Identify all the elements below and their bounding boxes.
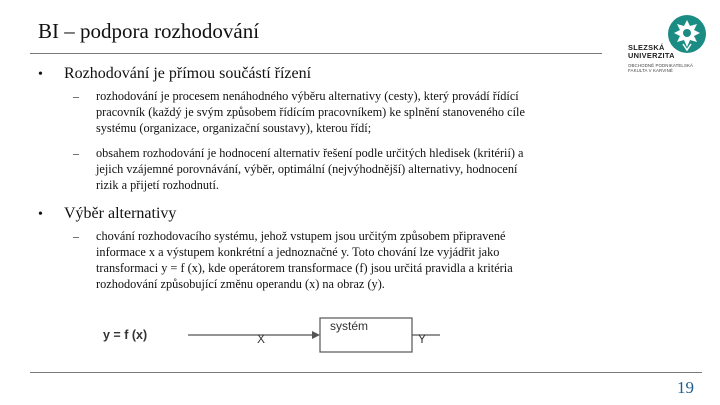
text-line: rozhodování je procesem nenáhodného výběru alternativy (cesty), který provádí řídící: [96, 89, 519, 103]
text-line: pracovník (každý je svým způsobem řídícím pracovníkem) ke splnění stanoveného cíle: [96, 105, 525, 120]
university-logo: [620, 14, 712, 82]
bullet-marker: •: [38, 207, 43, 222]
text-line: rozhodování způsobující změnu operandu (x) na obraz (y).: [96, 277, 385, 292]
footer-divider: [30, 372, 702, 373]
faculty-name: [628, 63, 698, 74]
sub-bullet-content: [96, 145, 656, 193]
bullet-text: Výběr alternativy: [64, 205, 177, 222]
system-diagram: [100, 312, 440, 362]
university-name: [628, 44, 675, 60]
bullet-vyber-alternativy: [38, 204, 176, 225]
slide-title: BI – podpora rozhodování: [38, 19, 260, 43]
output-label: Y: [418, 332, 427, 346]
title-divider: [30, 53, 602, 54]
text-line: informace x a výstupem konkrétní a jednoznačné y. Toto chování lze vyjádřit jako: [96, 245, 500, 260]
text-line: rizik a přijetí rozhodnutí.: [96, 178, 219, 193]
bullet-rozhodovani: [38, 64, 311, 85]
input-arrow-head: [312, 331, 320, 339]
bullet-marker: •: [38, 67, 43, 82]
sub-bullet-marker: –: [73, 89, 79, 103]
system-box-label: systém: [330, 319, 369, 333]
bullet-text: Rozhodování je přímou součástí řízení: [64, 65, 312, 82]
text-line: chování rozhodovacího systému, jehož vstupem jsou určitým způsobem připravené: [96, 229, 506, 243]
input-label: X: [257, 332, 266, 346]
page-number: 19: [677, 378, 694, 397]
faculty-name-line1: OBCHODNĚ PODNIKATELSKÁ: [628, 63, 694, 68]
text-line: transformaci y = f (x), kde operátorem transformace (f) jsou určitá pravidla a kritéria: [96, 261, 513, 276]
system-diagram-graphic: [100, 312, 440, 362]
text-line: jejich vzájemné porovnávání, výběr, optimální (nejvýhodnější) alternativy, hodnocení: [96, 162, 518, 177]
sub-bullet-process: [96, 88, 656, 136]
formula-label: y = f (x): [103, 328, 148, 342]
text-line: systému (organizace, organizační soustavy), kterou řídí;: [96, 121, 372, 136]
university-name-line1: SLEZSKÁ: [628, 43, 665, 52]
university-name-line2: UNIVERZITA: [628, 51, 675, 60]
sub-bullet-behavior: [96, 228, 656, 292]
sub-bullet-marker: –: [73, 146, 79, 160]
text-line: obsahem rozhodování je hodnocení alternativ řešení podle určitých hledisek (kritérií) a: [96, 146, 524, 160]
faculty-name-line2: FAKULTA V KARVINÉ: [628, 68, 673, 74]
sub-bullet-marker: –: [73, 229, 79, 243]
